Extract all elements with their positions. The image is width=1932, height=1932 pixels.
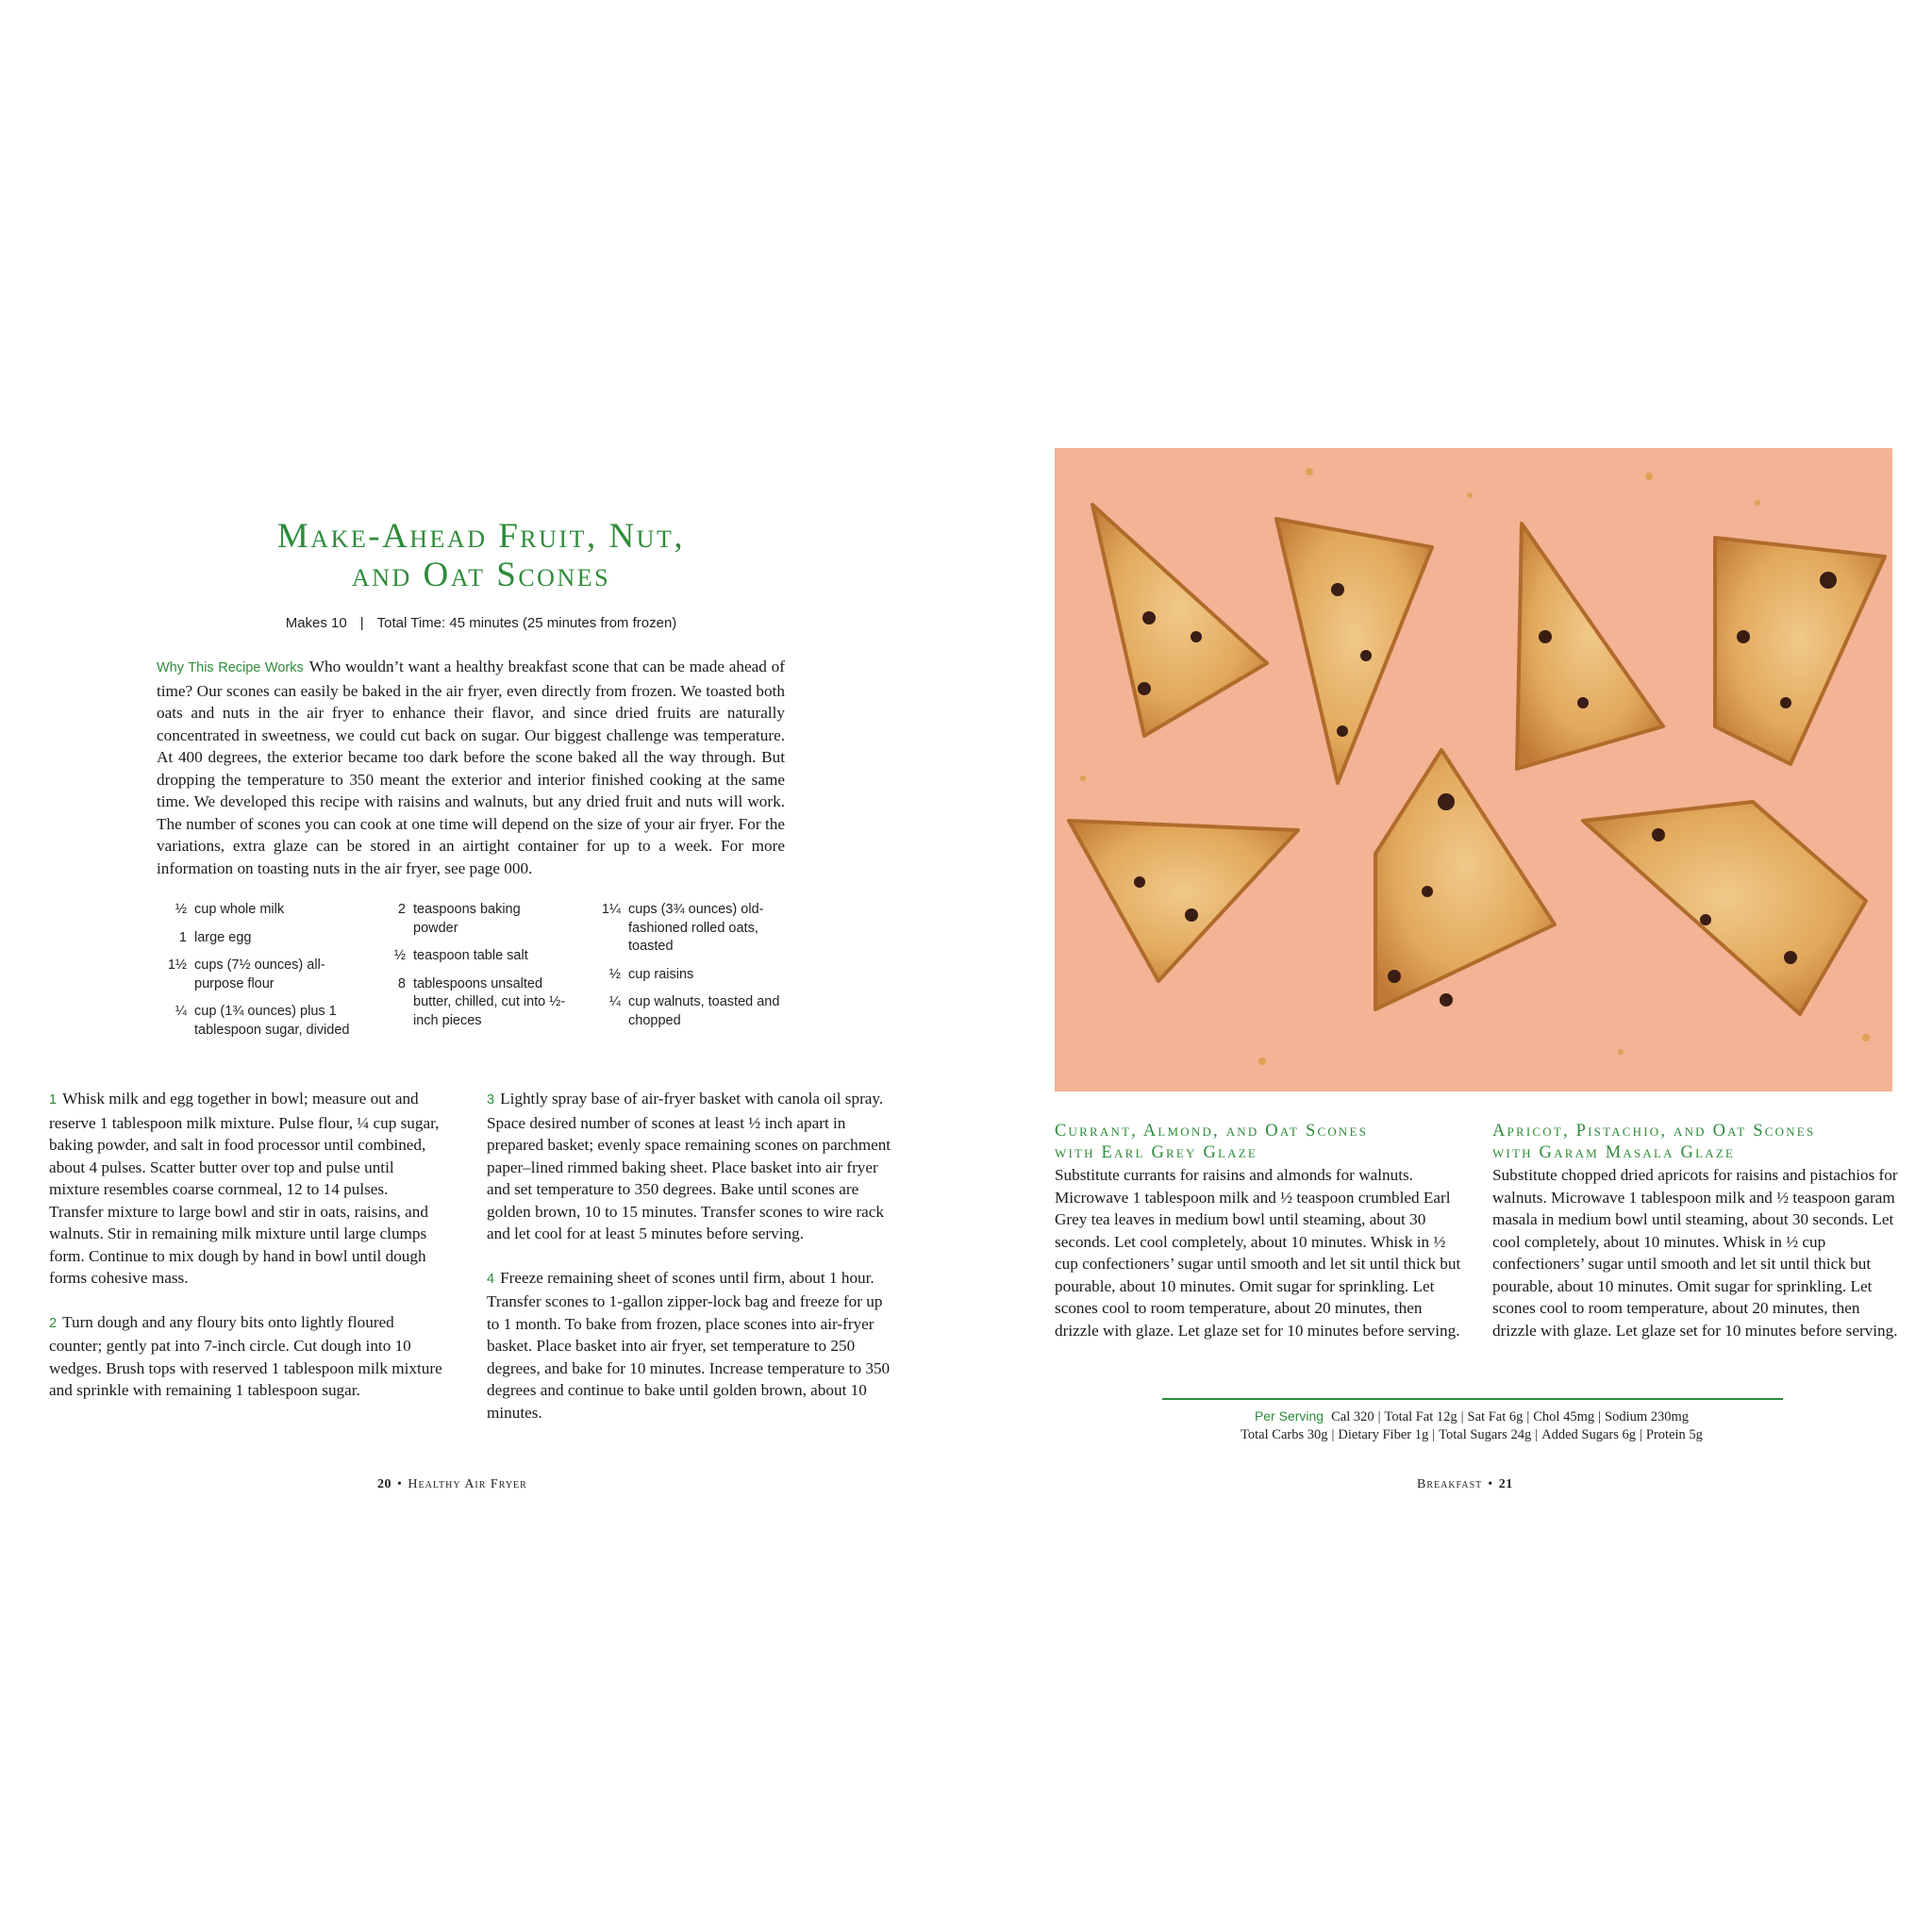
ingredient-desc: teaspoon table salt xyxy=(413,948,528,963)
variation-title xyxy=(1055,1121,1470,1164)
ingredient-qty: ½ xyxy=(393,948,406,963)
method-step-1 xyxy=(49,1088,445,1290)
variation-title-line-1: Apricot, Pistachio, and Oat Scones xyxy=(1492,1122,1816,1141)
ingredient-qty: ½ xyxy=(175,902,187,917)
steps-column-2 xyxy=(487,1088,892,1445)
ingredient-desc: cups (7½ ounces) all-purpose flour xyxy=(194,958,325,991)
ingredient-item xyxy=(158,929,357,948)
book-title: Healthy Air Fryer xyxy=(408,1477,527,1491)
variation-text: Substitute currants for raisins and almonds for walnuts. Microwave 1 tablespoon milk and ½ teaspoon crumbled Earl Grey tea leaves in medium bowl until steaming, about 30 seconds. Let cool completely, about 10 minutes. Whisk in ½ cup confectioners’ sugar until smooth and let sit until thick but pourable, about 10 minutes. Omit sugar for sprinkling. Let scones cool to room temperature, about 20 minutes, then drizzle with glaze. Let glaze set for 10 minutes before serving. xyxy=(1055,1166,1461,1340)
variation-title-line-1: Currant, Almond, and Oat Scones xyxy=(1055,1122,1369,1141)
nutrition-fact: Sat Fat 6g xyxy=(1467,1409,1524,1424)
ingredient-qty: 1¼ xyxy=(601,902,621,917)
yield-separator: | xyxy=(359,615,364,631)
step-text: Turn dough and any floury bits onto lightly floured counter; gently pat into 7-inch circle. Cut dough into 10 wedges. Brush tops with reserved 1 tablespoon milk mixture and sprinkle with remaining 1 tablespoon sugar. xyxy=(49,1312,442,1399)
ingredient-qty: ¼ xyxy=(175,1004,187,1019)
folio-bullet: • xyxy=(1488,1477,1493,1491)
folio-bullet: • xyxy=(397,1477,403,1491)
recipe-title-line-2: and Oat Scones xyxy=(351,556,611,594)
intro-label: Why This Recipe Works xyxy=(157,660,304,675)
variation-title-line-2: with Earl Grey Glaze xyxy=(1055,1143,1258,1162)
step-number: 3 xyxy=(487,1092,495,1108)
steps-column-1 xyxy=(49,1088,445,1424)
variation-title xyxy=(1492,1121,1907,1164)
ingredient-item xyxy=(592,966,781,985)
ingredient-qty: 1½ xyxy=(167,958,187,973)
nutrition-line-1: Per Serving Cal 320 | Total Fat 12g | Sat Fat 6g | Chol 45mg | Sodium 230mg xyxy=(1254,1408,1690,1424)
nutrition-fact: Chol 45mg xyxy=(1533,1409,1595,1424)
ingredient-column-3 xyxy=(592,901,781,1040)
ingredient-qty: 8 xyxy=(397,975,406,991)
ingredient-qty: ¼ xyxy=(608,994,621,1009)
ingredient-desc: large egg xyxy=(194,929,252,945)
yield-line xyxy=(151,615,811,631)
ingredient-item xyxy=(592,993,781,1030)
scones-photo xyxy=(1055,448,1892,1091)
step-number: 1 xyxy=(49,1092,58,1108)
method-step-3 xyxy=(487,1088,892,1245)
ingredient-item xyxy=(377,947,566,966)
ingredient-qty: ½ xyxy=(608,966,621,982)
variation-garam-masala xyxy=(1492,1121,1907,1341)
step-text: Lightly spray base of air-fryer basket with canola oil spray. Space desired number of scones at least ½ inch apart in prepared basket; evenly space remaining scones on parchment paper–lined rimmed baking sheet. Place basket into air fryer and set temperature to 350 degrees. Bake until scones are golden brown, 10 to 15 minutes. Transfer scones to wire rack and let cool for at least 5 minutes before serving. xyxy=(487,1090,891,1242)
nutrition-label: Per Serving xyxy=(1254,1408,1324,1424)
ingredient-qty: 1 xyxy=(178,929,187,945)
ingredient-desc: cup whole milk xyxy=(194,902,285,917)
folio-right xyxy=(1417,1477,1513,1492)
method-step-2 xyxy=(49,1311,445,1402)
recipe-title xyxy=(151,517,811,594)
ingredient-column-2 xyxy=(377,901,566,1040)
nutrition-fact: Dietary Fiber 1g xyxy=(1338,1427,1429,1442)
nutrition-info xyxy=(1141,1407,1802,1444)
step-text: Freeze remaining sheet of scones until firm, about 1 hour. Transfer scones to 1-gallon zipper-lock bag and freeze for up to 1 month. To bake from frozen, place scones into air-fryer basket. Place basket into air fryer, set temperature to 250 degrees, and bake for 10 minutes. Increase temperature to 350 degrees and continue to bake until golden brown, about 10 minutes. xyxy=(487,1268,891,1422)
ingredient-item xyxy=(377,901,566,938)
nutrition-fact: Total Carbs 30g xyxy=(1241,1427,1328,1442)
ingredient-column-1 xyxy=(158,901,357,1049)
ingredient-item xyxy=(158,901,357,920)
ingredient-desc: cup (1¾ ounces) plus 1 tablespoon sugar, divided xyxy=(194,1004,350,1038)
nutrition-fact: Cal 320 xyxy=(1331,1409,1374,1424)
nutrition-divider xyxy=(1162,1398,1783,1400)
scones-illustration xyxy=(1055,448,1892,1091)
nutrition-fact: Added Sugars 6g xyxy=(1541,1427,1636,1442)
step-text: Whisk milk and egg together in bowl; measure out and reserve 1 tablespoon milk mixture. Pulse flour, ¼ cup sugar, baking powder, and salt in food processor until combined, about 4 pulses. Scatter butter over top and pulse until mixture resembles coarse cornmeal, 12 to 14 pulses. Transfer mixture to large bowl and stir in oats, raisins, and walnuts. Stir in remaining milk mixture until large clumps form. Continue to mix dough by hand in bowl until dough forms cohesive mass. xyxy=(49,1090,440,1287)
nutrition-line-2: Total Carbs 30g | Dietary Fiber 1g | Total Sugars 24g | Added Sugars 6g | Protein 5g xyxy=(1241,1427,1703,1442)
step-number: 4 xyxy=(487,1271,495,1287)
ingredient-item xyxy=(158,957,357,993)
step-number: 2 xyxy=(49,1315,58,1331)
variation-text: Substitute chopped dried apricots for raisins and pistachios for walnuts. Microwave 1 tablespoon milk and ½ teaspoon garam masala in medium bowl until steaming, about 30 seconds. Let cool completely, about 10 minutes. Whisk in ½ cup confectioners’ sugar until smooth and let sit until thick but pourable, about 10 minutes. Omit sugar for sprinkling. Let scones cool to room temperature, about 20 minutes, then drizzle with glaze. Let glaze set for 10 minutes before serving. xyxy=(1492,1166,1898,1340)
intro-text: Who wouldn’t want a healthy breakfast scone that can be made ahead of time? Our scones can easily be baked in the air fryer, even directly from frozen. We toasted both oats and nuts in the air fryer to enhance their flavor, and since dried fruits are naturally concentrated in sweetness, we could cut back on sugar. Our biggest challenge was temperature. At 400 degrees, the exterior became too dark before the scone baked all the way through. But dropping the temperature to 350 meant the exterior and interior finished cooking at the same time. We developed this recipe with raisins and walnuts, but any dried fruit and nuts will work. The number of scones you can cook at one time will depend on the size of your air fryer. For the variations, extra glaze can be stored in an airtight container for up to a week. For more information on toasting nuts in the air fryer, see page 000. xyxy=(157,658,785,877)
variation-title-line-2: with Garam Masala Glaze xyxy=(1492,1143,1736,1162)
ingredient-item xyxy=(592,901,781,957)
ingredient-qty: 2 xyxy=(397,902,406,917)
nutrition-fact: Sodium 230mg xyxy=(1605,1409,1690,1424)
total-time: Total Time: 45 minutes (25 minutes from frozen) xyxy=(376,615,677,631)
method-step-4 xyxy=(487,1267,892,1424)
ingredient-desc: cups (3¾ ounces) old-fashioned rolled oats, toasted xyxy=(628,902,764,954)
ingredient-desc: cup raisins xyxy=(628,966,694,982)
nutrition-fact: Protein 5g xyxy=(1645,1427,1703,1442)
recipe-title-line-1: Make-Ahead Fruit, Nut, xyxy=(276,517,686,556)
folio-left xyxy=(377,1477,527,1492)
ingredient-desc: cup walnuts, toasted and chopped xyxy=(628,994,780,1028)
ingredient-desc: tablespoons unsalted butter, chilled, cut into ½-inch pieces xyxy=(413,975,566,1028)
page-number: 21 xyxy=(1498,1477,1513,1491)
chapter-title: Breakfast xyxy=(1417,1477,1483,1491)
ingredient-item xyxy=(158,1003,357,1040)
nutrition-fact: Total Sugars 24g xyxy=(1439,1427,1532,1442)
page-number: 20 xyxy=(377,1477,391,1491)
intro-paragraph xyxy=(157,656,785,879)
ingredient-item xyxy=(377,975,566,1031)
ingredient-desc: teaspoons baking powder xyxy=(413,902,521,936)
nutrition-fact: Total Fat 12g xyxy=(1384,1409,1457,1424)
variation-earl-grey xyxy=(1055,1121,1470,1341)
yield-count: Makes 10 xyxy=(285,615,347,631)
